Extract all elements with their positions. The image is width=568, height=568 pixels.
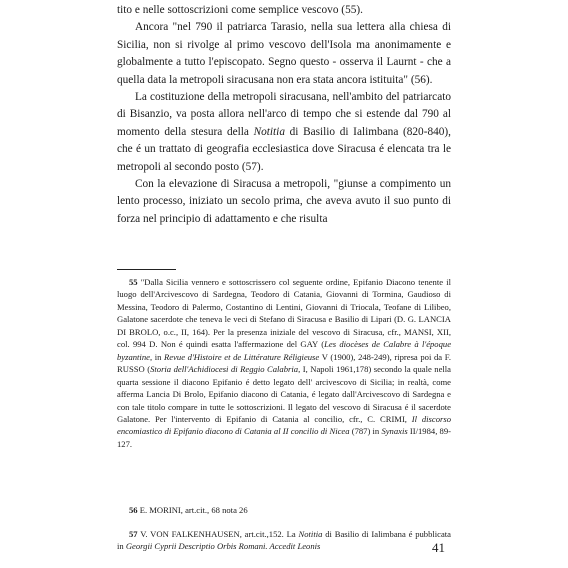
footnote-55 [117, 276, 451, 450]
footnote-text: , I, Napoli 1961,178) secondo la quale nella quarta sessione il diacono Epifanio é detto legato dell' arcivescovo di Sicilia; in realtà, come afferma Lancia Di Brolo, Epifanio diacono di Catania, é legato dall'Arcivescovo di Sardegna e con tale titolo compare in tutte le sottoscrizioni. Il legato del vescovo di Siracusa é il sacerdote Galatone. Per l'intervento di Epifanio di Catania al concilio, cfr., C. CRIMI, [117, 364, 451, 424]
notitia-title: Notitia [253, 125, 285, 138]
footnote-italic-title: Synaxis [381, 426, 408, 437]
footnote-italic-title: Georgii Cyprii Descriptio Orbis Romani. Accedit Leonis [125, 541, 321, 552]
paragraph-1: tito e nelle sottoscrizioni come semplice vescovo (55). [117, 4, 363, 16]
paragraph-3-text-a: La costituzione della metropoli siracusana, nell'ambito del patriarcato di Bisanzio, va posta allora nell'arco di tempo che si estende dal 790 al momento della stesura della [117, 91, 451, 138]
footnote-italic-title: Storia dell'Achidiocesi di Reggio Calabria [150, 364, 299, 375]
footnote-56 [117, 504, 451, 516]
footnote-italic-title: Notitia [298, 529, 323, 539]
footnote-text: V (1900), 248-249), ripresa poi da F. RUSSO ( [117, 351, 451, 375]
paragraph-2: Ancora "nel 790 il patriarca Tarasio, nella sua lettera alla chiesa di Sicilia, non si rivolge al primo vescovo dell'Isola ma anonimamente e globalmente a tutto l'episcopato. Segno questo - osserva il Laurnt - che a quella data la metropoli siracusana non era stata ancora istituita" (56). [117, 21, 451, 86]
page-number: 41 [432, 540, 445, 555]
footnote-italic-title: Revue d'Histoire et de Littérature Réligieuse [164, 351, 320, 362]
footnote-italic-title: Il discorso encomiastico di Epifanio diacono di Catania al II concilio di Nicea [117, 413, 451, 437]
footnote-separator [117, 269, 176, 270]
footnote-number: 57 [129, 529, 138, 539]
footnote-text: V. VON FALKENHAUSEN, art.cit.,152. La [137, 529, 299, 539]
paragraph-3 [117, 89, 451, 176]
footnote-text: II/1984, 89-127. [117, 426, 452, 449]
footnote-text: E. MORINI, art.cit., 68 nota 26 [137, 505, 248, 515]
footnote-number: 55 [129, 277, 138, 287]
footnote-text: di Basilio di Ialimbana é pubblicata in [117, 529, 451, 552]
footnote-italic-title: Les diocèses de Calabre à l'époque byzantine [117, 339, 452, 362]
footnote-57 [117, 528, 451, 553]
footnote-text: (787) in [349, 426, 382, 437]
main-text [117, 2, 451, 228]
footnote-number: 56 [129, 505, 138, 515]
paragraph-4: Con la elevazione di Siracusa a metropoli, "giunse a compimento un lento processo, iniziato un secolo prima, che aveva avuto il suo punto di forza nel principio di adattamento e che risulta [117, 178, 451, 225]
footnote-text: "Dalla Sicilia vennero e sottoscrissero col seguente ordine, Epifanio Diacono tenente il luogo dell'Arcivescovo di Sardegna, Teodoro di Catania, Giovanni di Tormina, Gaudioso di Messina, Teodoro di Palermo, Costantino di Lentini, Giovanni di Triocala, Teofane di Lilibeo, Galatone sacerdote che teneva le veci di Stefano di Siracusa e Basilio di Lipari (D. G. LANCIA DI BROLO, o.c., II, 164). Per la presenza iniziale del vescovo di Siracusa, cfr., MANSI, XII, col. 994 D. Non é quindi esatta l'affermazione del GAY ( [117, 277, 451, 350]
footnote-text: , in [149, 351, 165, 362]
paragraph-3-text-b: di Basilio di Ialimbana (820-840), che é un trattato di geografia ecclesiastica dove Siracusa é elencata tra le metropoli al secondo posto (57). [117, 125, 451, 173]
